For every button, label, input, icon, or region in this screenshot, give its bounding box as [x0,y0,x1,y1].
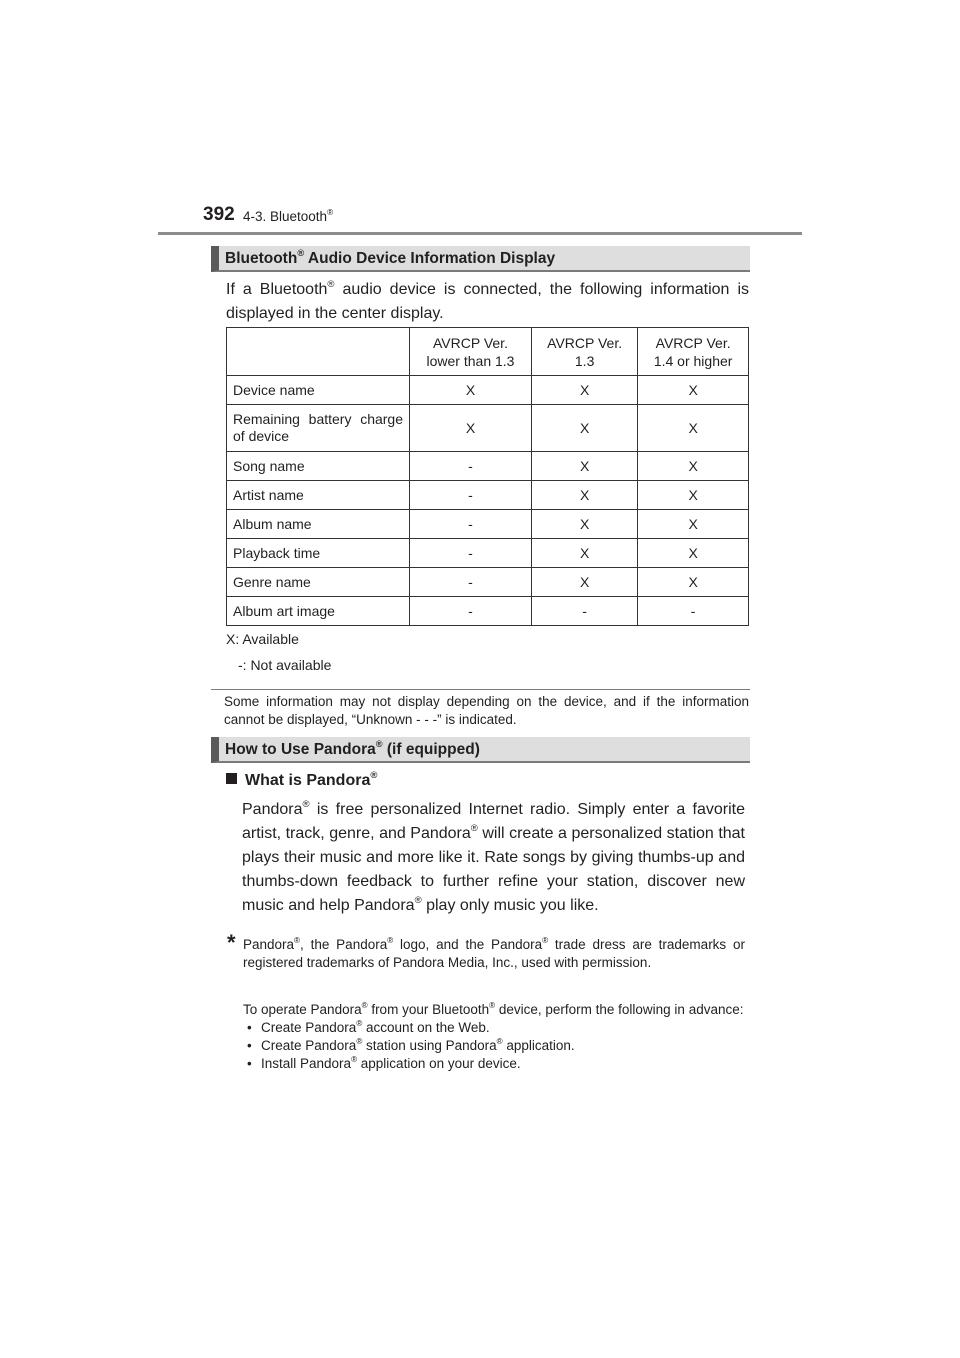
square-bullet-icon [226,773,237,784]
avrcp-info-table [226,327,749,626]
table-cell: X [638,452,749,481]
table-row [227,481,749,510]
table-cell: X [638,510,749,539]
bullet-icon: • [247,1056,252,1071]
table-cell: Device name [227,376,410,405]
table-cell: X [531,481,637,510]
table-header-cell: AVRCP Ver. 1.4 or higher [638,328,749,376]
table-row [227,376,749,405]
pandora-paragraph: Pandora® is free personalized Internet radio. Simply enter a favorite artist, track, genre, and Pandora® will create a personalized station that plays their music and more like it. Rate songs by giving thumbs-up and thumbs-down feedback to further refine your station, discover new music and help Pandora® play only music you like. [242,798,746,914]
table-row [227,539,749,568]
table-cell: X [638,481,749,510]
table-cell: - [531,597,637,626]
table-header-row [227,328,749,376]
table-row [227,452,749,481]
table-cell: Genre name [227,568,410,597]
table-cell: - [410,452,532,481]
table-cell: Album art image [227,597,410,626]
table-cell: - [410,539,532,568]
subheading-what-is-pandora: What is Pandora® [226,772,377,790]
table-cell: - [638,597,749,626]
section-heading-pandora: How to Use Pandora® (if equipped) [211,737,750,763]
table-cell: X [410,405,532,452]
footnote-marker: * [227,930,236,955]
section-heading-bluetooth-audio: Bluetooth® Audio Device Information Display [211,246,750,272]
table-cell: Song name [227,452,410,481]
table-cell: X [410,376,532,405]
header-rule [158,232,802,235]
legend-available: X: Available [226,631,299,647]
table-cell: - [410,597,532,626]
bullet-icon: • [247,1038,252,1053]
bullet-icon: • [247,1020,252,1035]
requirements-list [243,1019,745,1073]
table-cell: X [531,405,637,452]
table-cell: - [410,481,532,510]
instructions-intro: To operate Pandora® from your Bluetooth® device, perform the following in advance: [243,1000,744,1017]
table-cell: - [410,510,532,539]
table-cell: X [638,376,749,405]
section-header: 4-3. Bluetooth® [243,207,334,224]
table-cell: Playback time [227,539,410,568]
table-cell: X [531,376,637,405]
list-item: • Create Pandora® account on the Web. [247,1018,490,1035]
table-header-cell: AVRCP Ver. 1.3 [531,328,637,376]
table-row [227,405,749,452]
table-cell: Artist name [227,481,410,510]
table-cell: X [638,405,749,452]
table-cell: X [531,452,637,481]
table-cell: X [531,539,637,568]
table-cell: X [531,568,637,597]
table-header-cell [227,328,410,376]
intro-paragraph: If a Bluetooth® audio device is connected, the following information is displayed in the center display. [226,278,749,322]
legend-not-available: -: Not available [238,657,332,673]
footnote-text: Pandora®, the Pandora® logo, and the Pandora® trade dress are trademarks or registered trademarks of Pandora Media, Inc., used with permission. [243,935,746,970]
table-cell: Album name [227,510,410,539]
instructions [243,1001,745,1073]
table-row [227,568,749,597]
list-item: • Create Pandora® station using Pandora® application. [247,1036,575,1053]
table-header-cell: AVRCP Ver. lower than 1.3 [410,328,532,376]
table-cell: Remaining battery charge of device [227,405,410,452]
table-row [227,510,749,539]
note-text: Some information may not display depending on the device, and if the information cannot be displayed, “Unknown - - -” is indicated. [224,694,749,727]
divider [211,689,750,690]
table-cell: X [638,539,749,568]
page-number: 392 [203,204,235,225]
table-cell: X [638,568,749,597]
list-item: • Install Pandora® application on your device. [247,1054,521,1071]
table-cell: - [410,568,532,597]
table-cell: X [531,510,637,539]
table-row [227,597,749,626]
